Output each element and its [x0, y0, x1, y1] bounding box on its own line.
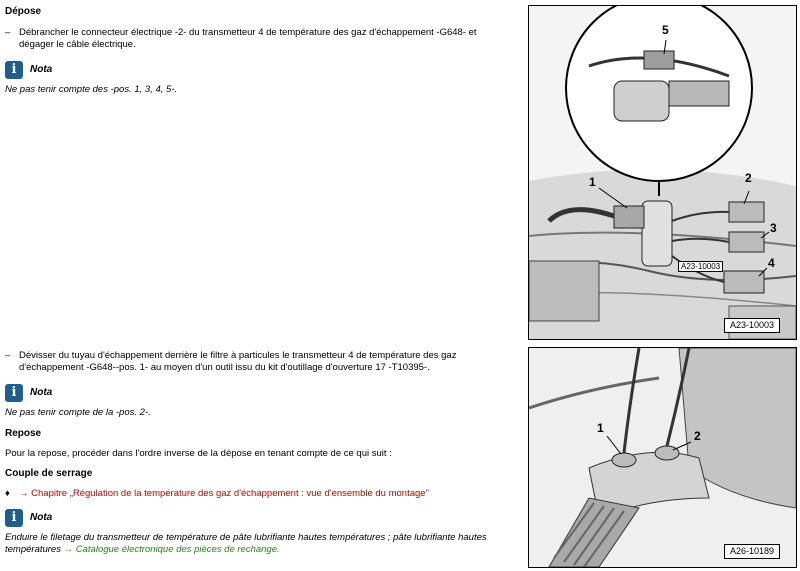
note-2-text: Ne pas tenir compte de la -pos. 2-. [5, 407, 151, 418]
callout-1: 1 [589, 175, 596, 189]
removal-step-2-text: Dévisser du tuyau d'échappement derrière le filtre à particules le transmetteur 4 de température des gaz d'échappement -G648--pos. 1- au moyen d'un outil issu du kit d'outillage d'ouverture 17 -T10395-. [19, 350, 457, 373]
parts-catalogue-link[interactable]: → Catalogue électronique des pièces de rechange. [63, 544, 280, 555]
chapter-link[interactable] [19, 488, 429, 500]
removal-step-1 [5, 27, 510, 51]
callout-5: 5 [662, 23, 669, 37]
torque-heading: Couple de serrage [5, 468, 93, 479]
install-text: Pour la repose, procéder dans l'ordre inverse de la dépose en tenant compte de ce qui suit : [5, 448, 392, 459]
note-3-body: Enduire le filetage du transmetteur de température de pâte lubrifiante hautes températures ; pâte lubrifiante hautes températures [5, 532, 487, 555]
callout-3: 3 [770, 221, 777, 235]
step-dash: – [5, 350, 11, 361]
note-3-text [5, 532, 510, 556]
note-2 [5, 384, 52, 402]
removal-step-1-text: Débrancher le connecteur électrique -2- du transmetteur 4 de température des gaz d'échappement -G648- et dégager le câble électrique. [19, 27, 477, 50]
figure-1-inner-label: A23-10003 [678, 261, 723, 272]
figure-1-label: A23-10003 [724, 318, 780, 333]
note-2-label: Nota [30, 387, 53, 398]
callout-2: 2 [694, 429, 701, 443]
chapter-link-text: Chapitre „Régulation de la température des gaz d'échappement : vue d'ensemble du montage" [31, 488, 429, 499]
step-dash: – [5, 27, 11, 38]
figure-exhaust-pipe [528, 347, 797, 568]
callout-2: 2 [745, 171, 752, 185]
install-heading: Repose [5, 428, 42, 439]
removal-heading: Dépose [5, 6, 42, 17]
torque-item [5, 488, 510, 500]
info-icon: i [5, 509, 23, 527]
note-1 [5, 61, 52, 79]
bullet-icon: ♦ [5, 488, 10, 499]
info-icon: i [5, 384, 23, 402]
removal-step-2 [5, 350, 510, 374]
exhaust-illustration [529, 348, 796, 567]
note-3-label: Nota [30, 512, 53, 523]
note-1-text: Ne pas tenir compte des -pos. 1, 3, 4, 5-. [5, 84, 178, 95]
figure-2-label: A26-10189 [724, 544, 780, 559]
engine-bay-illustration [529, 6, 796, 339]
info-icon: i [5, 61, 23, 79]
figure-sensor-connector [528, 5, 797, 340]
link-arrow-icon: → [19, 488, 29, 499]
callout-4: 4 [768, 256, 775, 270]
note-1-label: Nota [30, 64, 53, 75]
callout-1: 1 [597, 421, 604, 435]
note-3 [5, 509, 52, 527]
